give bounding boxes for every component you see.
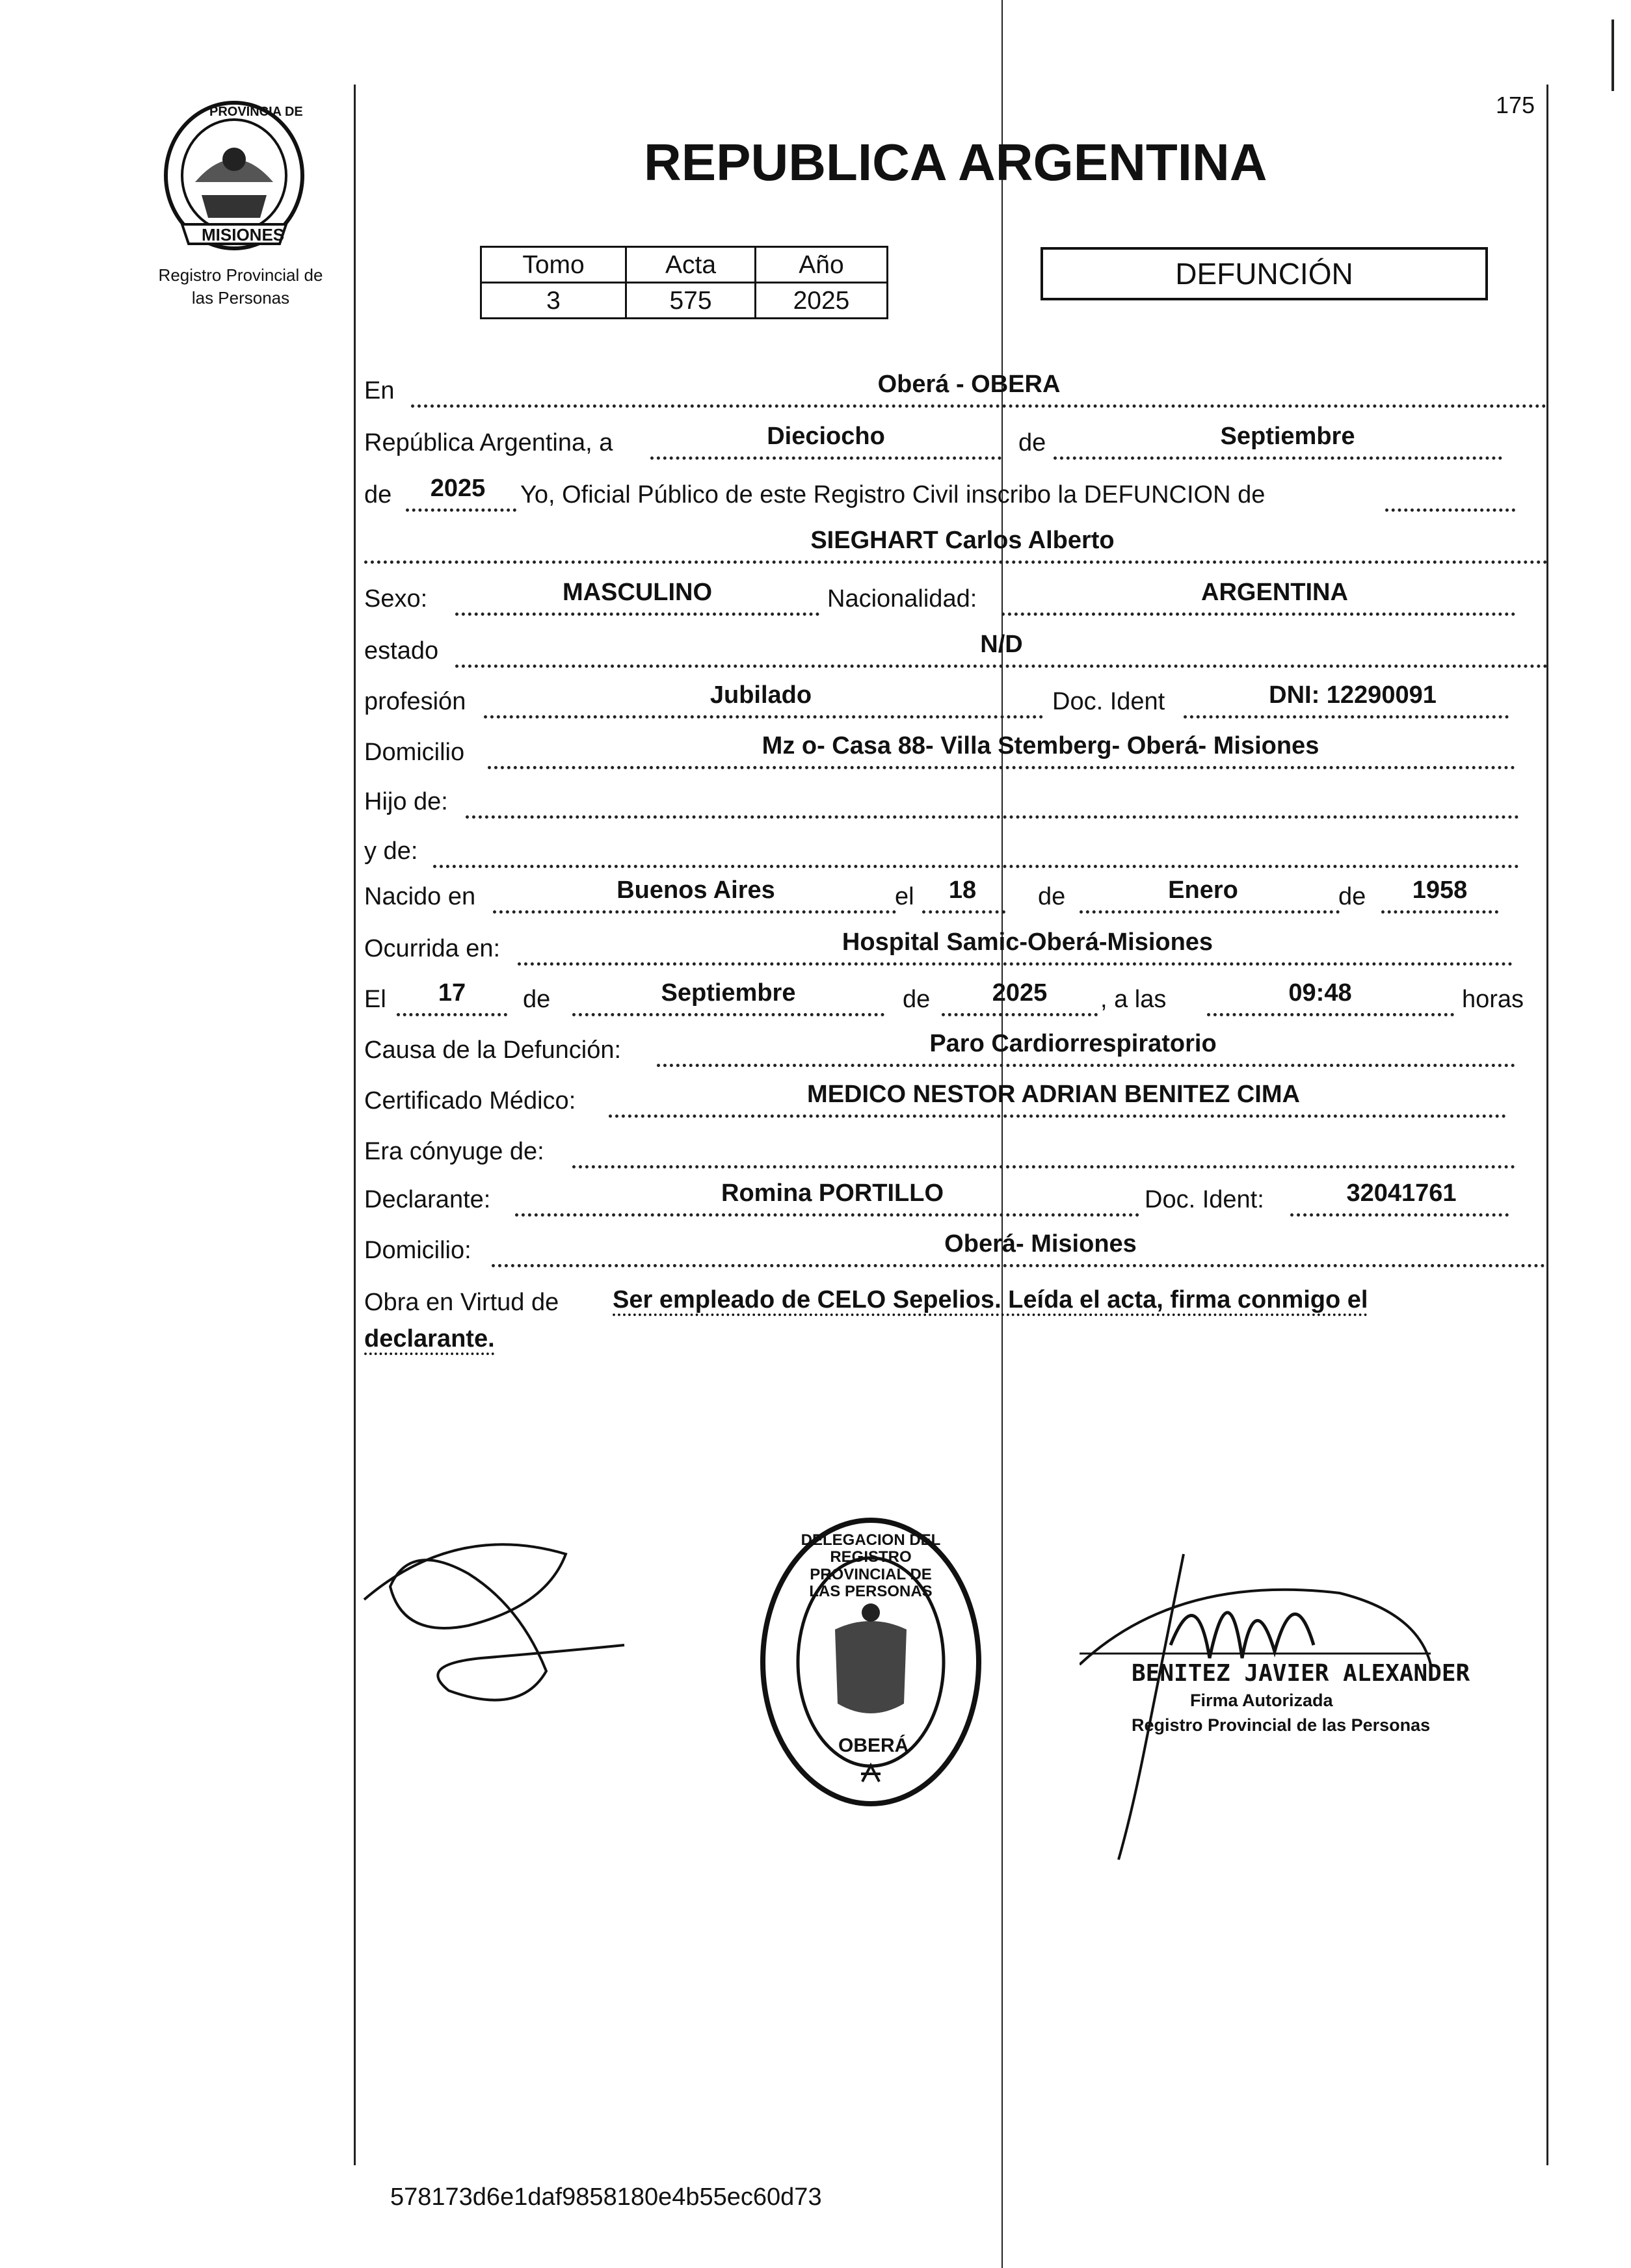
dots-yo-tail bbox=[1385, 508, 1515, 512]
value-obra-line1: Ser empleado de CELO Sepelios. Leída el acta, firma conmigo el bbox=[613, 1286, 1368, 1313]
label-horas: horas bbox=[1462, 986, 1524, 1013]
document-hash: 578173d6e1daf9858180e4b55ec60d73 bbox=[390, 2183, 822, 2211]
label-de-birth-2: de bbox=[1338, 883, 1366, 910]
dots-doc bbox=[1184, 715, 1509, 719]
label-domicilio-declarant: Domicilio: bbox=[364, 1237, 471, 1264]
label-causa: Causa de la Defunción: bbox=[364, 1036, 622, 1064]
dots-declarant-address bbox=[492, 1264, 1545, 1267]
value-declarant-address: Oberá- Misiones bbox=[944, 1230, 1137, 1258]
dots-nacionalidad bbox=[1001, 613, 1515, 616]
value-cause: Paro Cardiorrespiratorio bbox=[929, 1030, 1217, 1057]
value-birth-month: Enero bbox=[1168, 877, 1238, 904]
stamp-ring-text: DELEGACION DEL REGISTRO PROVINCIAL DE LAS PERSONAS bbox=[801, 1531, 941, 1601]
label-domicilio: Domicilio bbox=[364, 739, 465, 766]
value-death-month: Septiembre bbox=[661, 979, 796, 1007]
record-type-box: DEFUNCIÓN bbox=[1041, 247, 1488, 300]
value-death-year: 2025 bbox=[992, 979, 1048, 1007]
value-doctor: MEDICO NESTOR ADRIAN BENITEZ CIMA bbox=[807, 1081, 1300, 1108]
value-birth-day: 18 bbox=[948, 877, 977, 904]
header-acta: Acta bbox=[626, 247, 756, 283]
value-birth-year: 1958 bbox=[1412, 877, 1468, 904]
signer-name: BENITEZ JAVIER ALEXANDER bbox=[1132, 1660, 1470, 1687]
registry-name-2: las Personas bbox=[191, 288, 290, 308]
dots-y-de bbox=[433, 865, 1519, 868]
label-de-1: de bbox=[1018, 429, 1046, 456]
value-death-day: 17 bbox=[438, 979, 466, 1007]
label-de-death-2: de bbox=[903, 986, 931, 1013]
stamp-center-text: OBERÁ bbox=[838, 1735, 909, 1756]
label-de-2: de bbox=[364, 481, 392, 508]
label-estado: estado bbox=[364, 637, 439, 665]
document-title: REPUBLICA ARGENTINA bbox=[644, 133, 1267, 191]
signer-role: Firma Autorizada bbox=[1190, 1691, 1333, 1710]
value-acta: 575 bbox=[626, 283, 756, 319]
seal-top-text: PROVINCIA DE bbox=[209, 105, 303, 119]
label-nacionalidad: Nacionalidad: bbox=[827, 585, 977, 613]
label-conyuge: Era cónyuge de: bbox=[364, 1138, 544, 1165]
dots-place bbox=[411, 404, 1546, 408]
value-declarant: Romina PORTILLO bbox=[721, 1180, 944, 1207]
value-tomo: 3 bbox=[481, 283, 626, 319]
dots-profesion bbox=[484, 715, 1043, 719]
label-el: El bbox=[364, 986, 386, 1013]
dots-day bbox=[650, 456, 1001, 460]
label-de-death-1: de bbox=[523, 986, 551, 1013]
label-obra: Obra en Virtud de bbox=[364, 1289, 559, 1316]
label-declarante: Declarante: bbox=[364, 1186, 491, 1213]
dots-year bbox=[406, 508, 516, 512]
value-declarant-doc: 32041761 bbox=[1346, 1180, 1457, 1207]
value-civil-status: N/D bbox=[980, 631, 1023, 658]
value-birth-place: Buenos Aires bbox=[617, 877, 775, 904]
dots-cause bbox=[657, 1064, 1515, 1067]
dots-declarant-doc bbox=[1290, 1213, 1509, 1217]
label-a-las: , a las bbox=[1100, 986, 1167, 1013]
dots-death-place bbox=[518, 962, 1513, 966]
dots-month bbox=[1054, 456, 1502, 460]
signer-org: Registro Provincial de las Personas bbox=[1132, 1715, 1431, 1735]
label-y-de: y de: bbox=[364, 837, 418, 865]
dots-birth-day bbox=[922, 910, 1005, 914]
value-day-words: Dieciocho bbox=[767, 423, 885, 450]
value-sex: MASCULINO bbox=[562, 579, 713, 606]
label-sexo: Sexo: bbox=[364, 585, 428, 613]
scan-mark bbox=[1611, 20, 1614, 91]
value-obra-line2: declarante. bbox=[364, 1325, 495, 1352]
value-year: 2025 bbox=[430, 475, 486, 502]
value-deceased-name: SIEGHART Carlos Alberto bbox=[810, 527, 1115, 554]
label-de-birth-1: de bbox=[1038, 883, 1066, 910]
value-profession: Jubilado bbox=[709, 681, 812, 709]
province-seal bbox=[156, 98, 312, 254]
dots-birth-month bbox=[1080, 910, 1340, 914]
value-nationality: ARGENTINA bbox=[1201, 579, 1348, 606]
volume-table bbox=[480, 246, 888, 319]
label-republica: República Argentina, a bbox=[364, 429, 613, 456]
registry-name-1: Registro Provincial de bbox=[158, 265, 323, 285]
value-death-place: Hospital Samic-Oberá-Misiones bbox=[842, 929, 1213, 956]
left-margin-line bbox=[354, 85, 356, 2165]
seal-bottom-text: MISIONES bbox=[202, 225, 285, 244]
value-doc: DNI: 12290091 bbox=[1269, 681, 1437, 709]
dots-spouse bbox=[572, 1165, 1515, 1168]
label-el-birth: el bbox=[895, 883, 914, 910]
header-tomo: Tomo bbox=[481, 247, 626, 283]
label-profesion: profesión bbox=[364, 688, 466, 715]
fold-line bbox=[1001, 0, 1003, 2268]
dots-estado bbox=[455, 665, 1548, 668]
page-number: 175 bbox=[1496, 92, 1535, 118]
value-ano: 2025 bbox=[756, 283, 888, 319]
label-nacido-en: Nacido en bbox=[364, 883, 476, 910]
declarant-signature bbox=[351, 1509, 702, 1730]
dots-birth-year bbox=[1381, 910, 1498, 914]
label-doc-ident: Doc. Ident bbox=[1052, 688, 1165, 715]
label-yo-oficial: Yo, Oficial Público de este Registro Civil inscribo la DEFUNCION de bbox=[520, 481, 1266, 508]
dots-hijo-de bbox=[466, 815, 1519, 819]
dots-death-day bbox=[397, 1013, 507, 1016]
header-ano: Año bbox=[756, 247, 888, 283]
dots-name bbox=[364, 560, 1548, 564]
dots-death-time bbox=[1207, 1013, 1454, 1016]
dots-death-year bbox=[942, 1013, 1098, 1016]
label-ocurrida-en: Ocurrida en: bbox=[364, 935, 501, 962]
value-address: Mz o- Casa 88- Villa Stemberg- Oberá- Misiones bbox=[762, 732, 1319, 759]
label-en: En bbox=[364, 377, 395, 404]
label-doc-ident-declarant: Doc. Ident: bbox=[1145, 1186, 1264, 1213]
right-margin-line bbox=[1546, 85, 1548, 2165]
value-death-time: 09:48 bbox=[1288, 979, 1352, 1007]
dots-birth-place bbox=[493, 910, 896, 914]
dots-domicilio bbox=[488, 766, 1515, 769]
dots-declarant bbox=[515, 1213, 1139, 1217]
label-certificado: Certificado Médico: bbox=[364, 1087, 576, 1114]
dots-doctor bbox=[609, 1114, 1506, 1118]
dots-sexo bbox=[455, 613, 819, 616]
office-stamp bbox=[758, 1515, 983, 1809]
label-hijo-de: Hijo de: bbox=[364, 788, 448, 815]
value-month: Septiembre bbox=[1220, 423, 1355, 450]
dots-death-month bbox=[572, 1013, 884, 1016]
value-place: Oberá - OBERA bbox=[877, 371, 1061, 398]
